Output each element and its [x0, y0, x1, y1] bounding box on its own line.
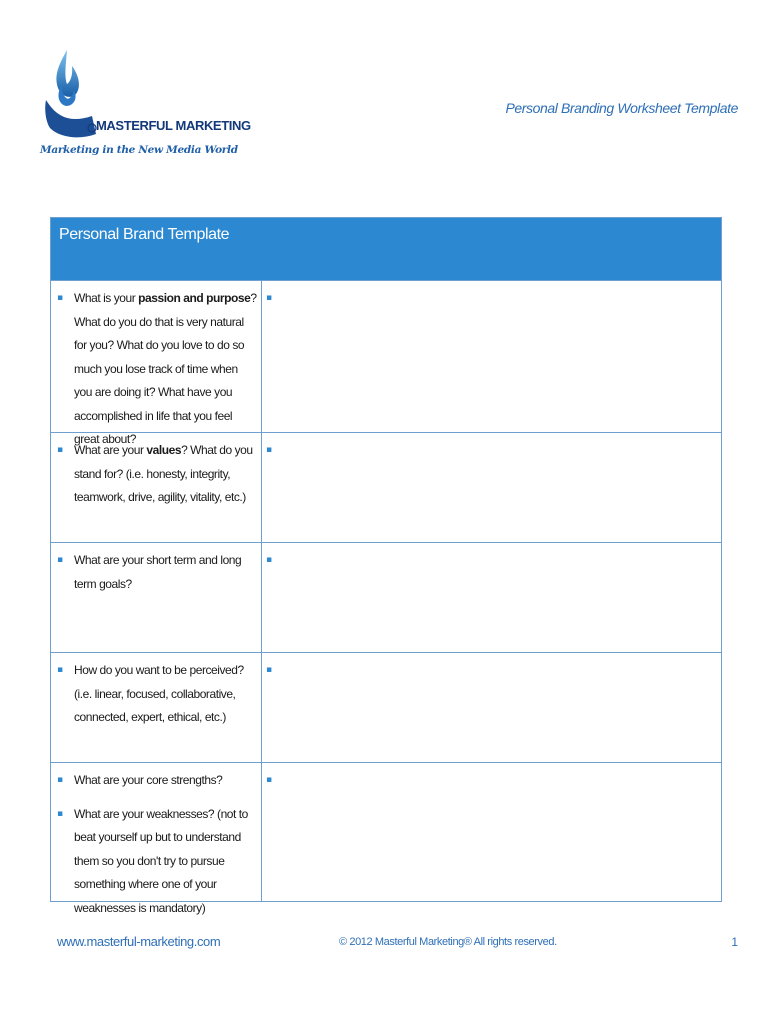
question-text-part: ? What do you do that is very natural for you? What do you love to do so much you lose track of time when you are doing it? What have you accomplished in life that you feel great about?	[74, 291, 257, 446]
question-text	[74, 439, 257, 510]
question-keyword: passion and purpose	[138, 291, 251, 305]
question-item	[57, 549, 257, 596]
question-item	[57, 439, 257, 510]
bullet-icon: ▪	[57, 775, 64, 785]
table-row	[51, 433, 721, 543]
question-text-part: What is your	[74, 291, 139, 305]
question-item	[57, 769, 257, 793]
question-text	[74, 659, 257, 730]
question-cell	[51, 543, 262, 652]
document-title: Personal Branding Worksheet Template	[505, 100, 738, 116]
question-item	[57, 803, 257, 921]
table-body	[51, 281, 721, 915]
question-text	[74, 549, 257, 596]
question-text-part: What are your weaknesses? (not to beat yourself up but to understand them so you don't try to pursue something where one of your weaknesses is mandatory)	[74, 806, 248, 915]
question-item	[57, 287, 257, 452]
question-keyword: values	[146, 443, 182, 457]
bullet-icon: ▪	[57, 445, 64, 455]
question-cell	[51, 433, 262, 542]
logo-tagline: Marketing in the New Media World	[40, 144, 238, 156]
question-text-part: What are your short term and long term goals?	[74, 553, 242, 591]
question-cell	[51, 763, 262, 915]
bullet-icon: ▪	[57, 293, 64, 303]
table-row	[51, 763, 721, 915]
question-text	[74, 287, 257, 452]
question-text	[74, 769, 222, 793]
question-cell	[51, 281, 262, 446]
table-row	[51, 281, 721, 446]
question-text-part: What are your	[74, 443, 147, 457]
footer-website-link[interactable]: www.masterful-marketing.com	[57, 934, 221, 949]
bullet-icon: ▪	[57, 665, 64, 675]
bullet-icon: ▪	[266, 293, 273, 303]
answer-cell[interactable]	[262, 653, 721, 762]
bullet-icon: ▪	[57, 808, 64, 819]
logo-wordmark: MASTERFUL MARKETING	[96, 118, 251, 133]
answer-cell[interactable]	[262, 281, 721, 432]
footer-copyright: © 2012 Masterful Marketing® All rights reserved.	[339, 936, 557, 948]
answer-cell[interactable]	[262, 543, 721, 652]
answer-cell[interactable]	[262, 763, 721, 901]
question-text-part: ? What do you stand for? (i.e. honesty, integrity, teamwork, drive, agility, vitality, etc.)	[74, 443, 253, 504]
bullet-icon: ▪	[266, 445, 273, 455]
question-text	[74, 803, 257, 921]
personal-brand-table	[50, 217, 722, 915]
table-title: Personal Brand Template	[51, 218, 721, 281]
page-number: 1	[731, 935, 738, 949]
table-row	[51, 653, 721, 763]
question-cell	[51, 653, 262, 762]
bullet-icon: ▪	[266, 665, 273, 675]
table-row	[51, 543, 721, 653]
question-item	[57, 659, 257, 730]
answer-cell[interactable]	[262, 433, 721, 542]
question-text-part: What are your core strengths?	[74, 773, 223, 787]
bullet-icon: ▪	[266, 555, 273, 565]
bullet-icon: ▪	[57, 555, 64, 565]
bullet-icon: ▪	[266, 775, 273, 785]
question-text-part: How do you want to be perceived? (i.e. linear, focused, collaborative, connected, expert, ethical, etc.)	[74, 663, 244, 724]
